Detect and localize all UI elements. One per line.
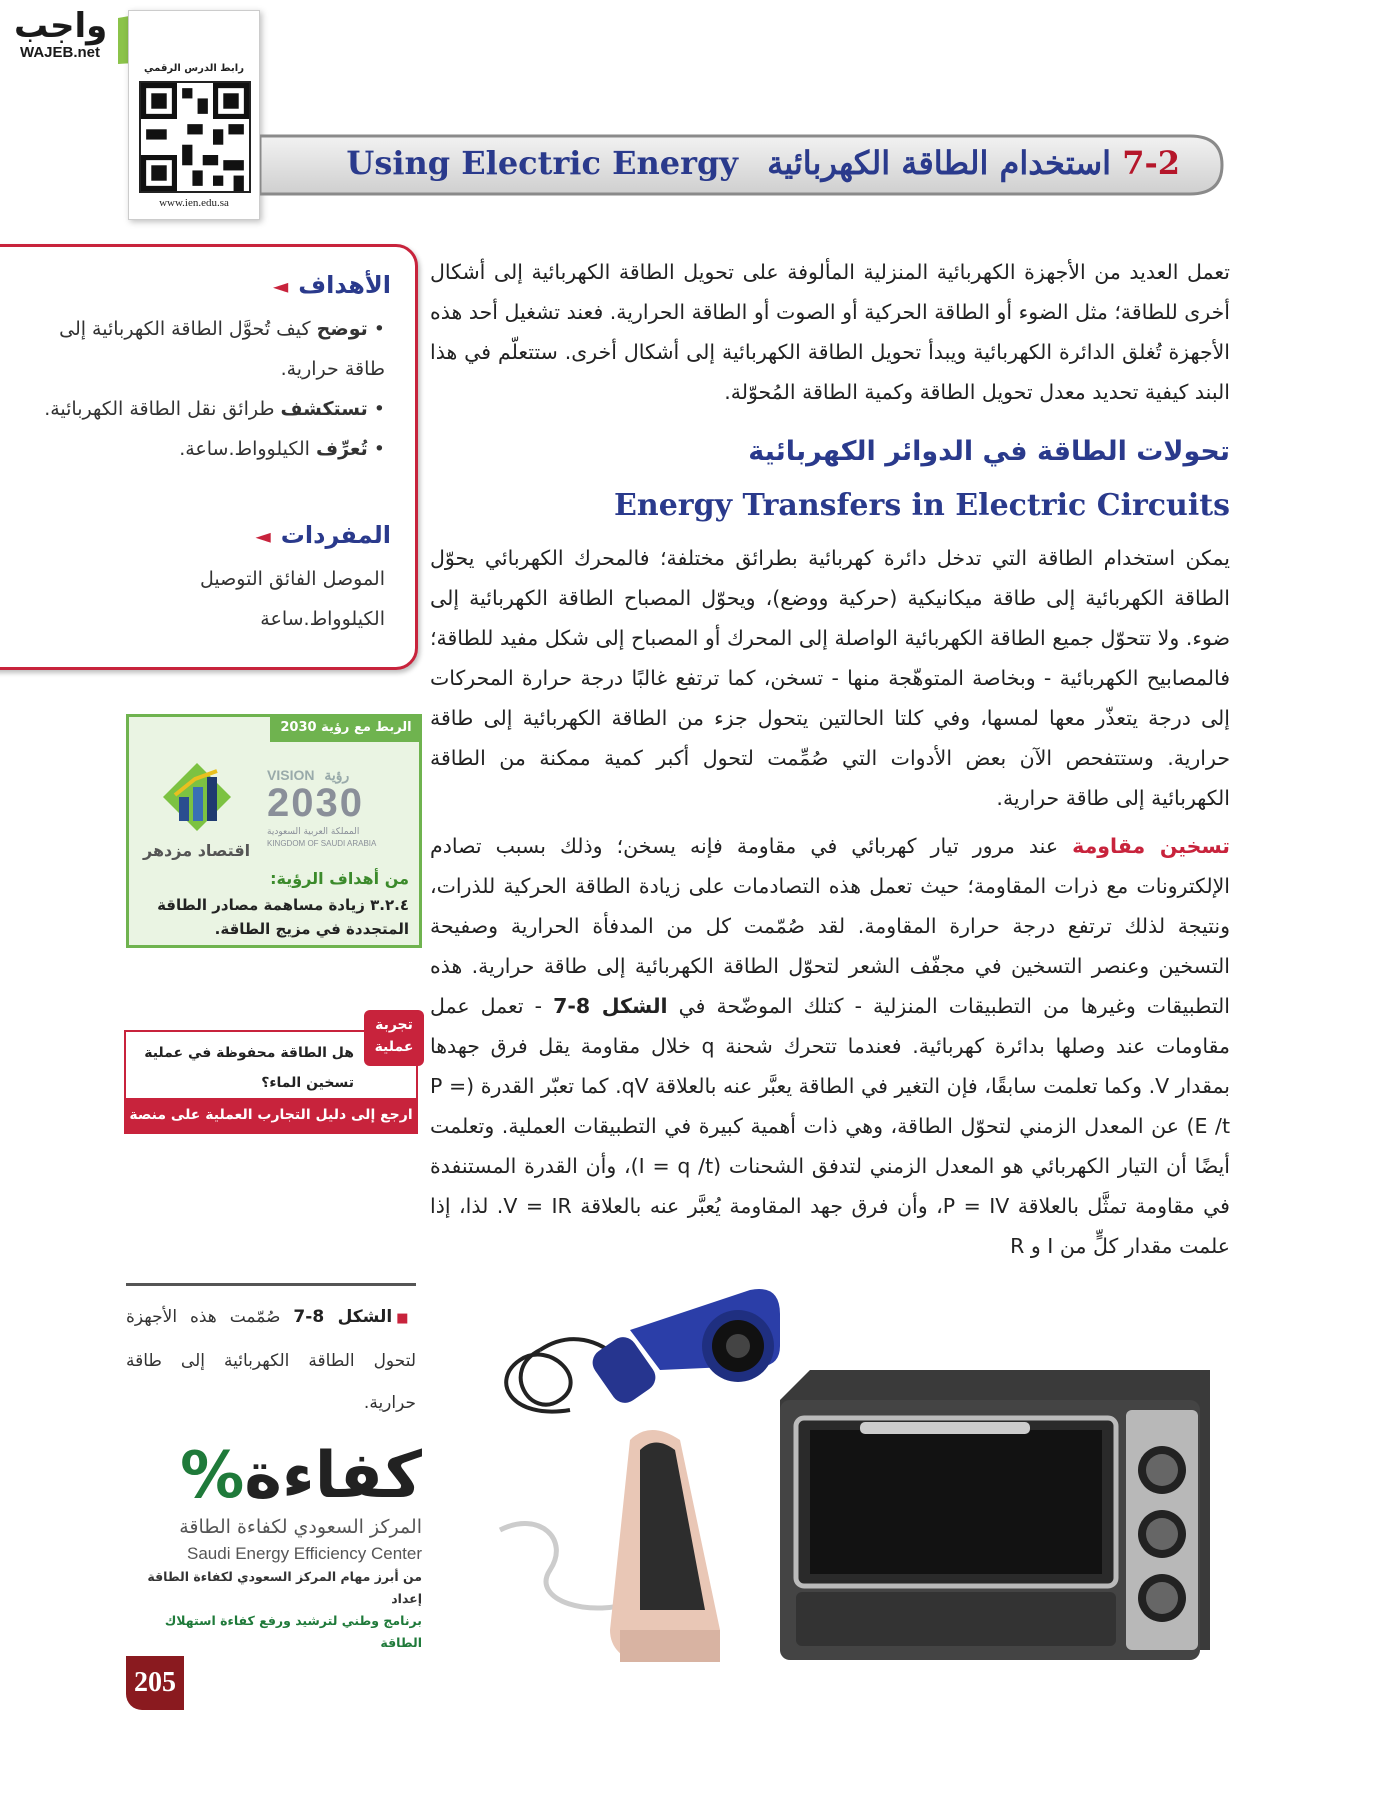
section-number: 7-2 [1122,144,1180,182]
intro-paragraph: تعمل العديد من الأجهزة الكهربائية المنزلية المألوفة على تحويل الطاقة الكهربائية إلى أشكال أخرى للطاقة؛ مثل الضوء أو الطاقة الحركية أو الصوت أو الطاقة الحرارية. فعند تشغيل أحد هذه الأجهزة تُغلق الدائرة الكهربائية ويبدأ تحويل الطاقة الكهربائية إلى أشكال أخرى. ستتعلّم في هذا البند كيفية تحديد معدل تحويل الطاقة وكمية الطاقة المُحوّلة. [430,260,1230,404]
qr-url[interactable]: www.ien.edu.sa [159,197,229,209]
objective-item: • تُعرِّف الكيلوواط.ساعة. [179,438,385,460]
lab-tag-line: عملية [374,1039,414,1055]
efficiency-note-1: من أبرز مهام المركز السعودي لكفاءة الطاقة إعداد [147,1569,422,1606]
efficiency-logo-mark: % [180,1439,245,1513]
lab-tag [364,1010,424,1066]
toaster-oven-icon [780,1370,1210,1660]
qr-label: رابط الدرس الرقمي [144,63,244,74]
logo-english-text: WAJEB.net [20,44,101,61]
paragraph-text-continued: - تعمل عمل مقاومات عند وصلها بدائرة كهربائية. فعندما تتحرك شحنة q خلال مقاومة يقل فرق جهدها بمقدار V. وكما تعلمت سابقًا، فإن التغير في الطاقة يعبَّر عنه بالعلاقة qV. كما تعبّر القدرة (P = E /t) عن المعدل الزمني لتحوّل الطاقة، وهي ذات أهمية كبيرة في التطبيقات العملية. وتعلمت أيضًا أن التيار الكهربائي هو المعدل الزمني لتدفق الشحنات (I = q /t)، وأن القدرة المستنفدة في مقاومة تمثَّل بالعلاقة P = IV، وأن فرق جهد المقاومة يُعبَّر عنه بالعلاقة V = IR. لذا، إذا علمت مقدار كلٍّ من I و R [430,994,1230,1258]
vocabulary-item: الكيلوواط.ساعة [260,608,385,630]
vocabulary-list [21,559,385,639]
vision-goal-text: ٣.٢.٤ زيادة مساهمة مصادر الطاقة المتجددة في مزيج الطاقة. [157,896,409,938]
objectives-heading: الأهداف ◄ [273,271,391,299]
caption-divider [126,1283,416,1286]
appliances-figure [480,1270,1235,1670]
caption-label: ■ الشكل 8-7 [293,1307,416,1327]
objectives-list [21,309,385,469]
growth-chart-icon [157,757,237,837]
page-number: 205 [126,1656,184,1710]
vision-brand-ar: رؤية [324,767,350,783]
objectives-box [0,244,418,670]
efficiency-logo-text: كفاءة [244,1439,422,1513]
vocabulary-heading: المفردات ◄ [255,521,391,549]
paragraph-text: عند مرور تيار كهربائي في مقاومة فإنه يسخن؛ وذلك بسبب تصادم الإلكترونات مع ذرات المقاومة؛ حيث تعمل هذه التصادمات على زيادة الطاقة الحركية للذرات، ونتيجة لذلك ترتفع درجة حرارة المقاومة. لقد صُمّمت كل من المدفأة الحرارية وصفيحة التسخين وعنصر التسخين في مجفّف الشعر لتحوّل الطاقة الكهربائية إلى طاقة حرارية. هذه التطبيقات وغيرها من التطبيقات المنزلية - كتلك الموضّحة في [430,834,1230,1018]
vocabulary-item: الموصل الفائق التوصيل [200,568,385,590]
vision-tag: الربط مع رؤية 2030 [270,714,422,742]
hair-dryer-icon [506,1289,780,1412]
objective-item: • توضح كيف تُحوَّل الطاقة الكهربائية إلى طاقة حرارية. [59,318,385,380]
iron-icon [500,1430,720,1662]
efficiency-note-2-text: برنامج وطني لترشيد ورفع كفاءة استهلاك الطاقة [164,1613,422,1650]
vision-brand-en: VISION [267,767,315,783]
subheading-ar: تحولات الطاقة في الدوائر الكهربائية [748,436,1230,467]
section-title [346,144,1180,182]
key-term: تسخين مقاومة [1072,834,1231,858]
objective-item: • تستكشف طرائق نقل الطاقة الكهربائية. [44,398,385,420]
qr-code-icon[interactable] [139,81,251,193]
logo-arabic-text: واجب [14,6,108,46]
objective-verb: توضح [316,318,368,340]
subheading-en: Energy Transfers in Electric Circuits [614,488,1230,523]
qr-code-panel[interactable] [128,10,260,220]
efficiency-note-2 [126,1610,422,1654]
energy-efficiency-center [126,1439,422,1650]
paragraph-resistance-heating [430,826,1230,1266]
efficiency-logo [126,1440,422,1512]
objective-text: طرائق نقل الطاقة الكهربائية. [44,398,275,420]
efficiency-name-en: Saudi Energy Efficiency Center [187,1544,422,1563]
lab-experiment-box[interactable] [124,1017,418,1157]
paragraph-energy-transfer: يمكن استخدام الطاقة التي تدخل دائرة كهربائية بطرائق مختلفة؛ فالمحرك الكهربائي يحوّل الطاقة الكهربائية إلى طاقة ميكانيكية (حركية ووضع)، ويحوّل المصباح الطاقة الكهربائية إلى ضوء. ولا تتحوّل جميع الطاقة الكهربائية الواصلة إلى المحرك أو المصباح إلى شكل مفيد للطاقة؛ فالمصابيح الكهربائية - وبخاصة المتوهّجة منها - تسخن، كما ترتفع غالبًا درجة حرارة المحركات إلى درجة يتعذّر معها لمسها، وفي كلتا الحالتين يتحول جزء من الطاقة الكهربائية إلى طاقة حرارية. وستتفحص الآن بعض الأدوات التي صُمِّمت لتحول أكبر كمية ممكنة من الطاقة الكهربائية إلى طاقة حرارية. [430,546,1230,810]
vision-kingdom-ar: المملكة العربية السعودية [267,827,360,837]
objective-verb: تستكشف [280,398,368,420]
section-title-banner [260,132,1230,198]
vision-2030-box [126,714,422,948]
caption-text: صُمّمت هذه الأجهزة لتحول الطاقة الكهربائية إلى طاقة حرارية. [126,1307,416,1413]
efficiency-name-ar: المركز السعودي لكفاءة الطاقة [179,1516,422,1538]
lab-footer-link[interactable]: ارجع إلى دليل التجارب العملية على منصة عين [126,1098,416,1132]
section-title-ar: استخدام الطاقة الكهربائية [767,144,1112,182]
vision-pillar: اقتصاد مزدهر [143,841,251,860]
vision-goal-title: من أهداف الرؤية: [270,869,409,888]
vision-kingdom-en: KINGDOM OF SAUDI ARABIA [267,839,377,848]
lab-question: هل الطاقة محفوظة في عملية تسخين الماء؟ [144,1045,354,1091]
vision-year: 2030 [267,781,364,825]
section-title-en: Using Electric Energy [346,144,738,182]
objective-verb: تُعرِّف [316,438,368,460]
objective-text: كيف تُحوَّل الطاقة الكهربائية إلى طاقة حرارية. [59,318,385,380]
figure-caption [126,1296,416,1424]
objective-text: الكيلوواط.ساعة. [179,438,310,460]
lab-tag-line: تجربة [375,1017,413,1033]
figure-reference[interactable]: الشكل 8-7 [553,994,668,1018]
